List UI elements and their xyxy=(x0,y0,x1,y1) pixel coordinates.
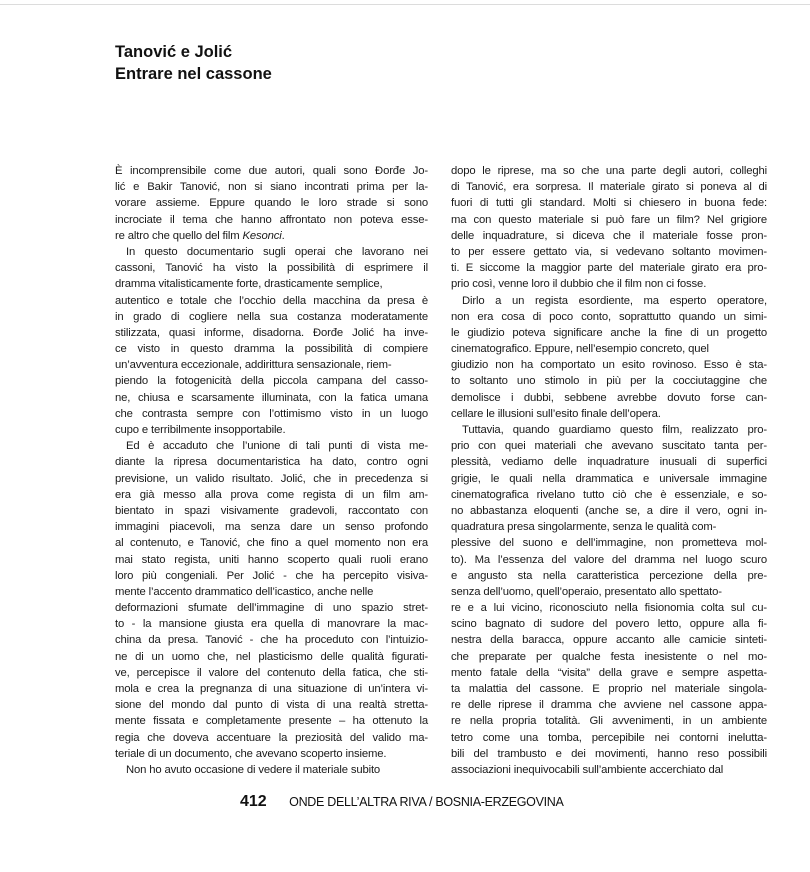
text-line: in grado di cogliere nella sua costanza moderatamente xyxy=(115,310,428,323)
text-line: cassoni, Tanović ha visto la possibilità di esprimere il xyxy=(115,262,428,275)
text-line: era già messo alla prova come regista di un film am- xyxy=(115,488,428,501)
text-line: ce visto in questo dramma la possibilità di compiere xyxy=(115,343,428,356)
text-line: china da presa. Tanović - che ha proceduto con l’intuizio- xyxy=(115,634,428,647)
left-text-column xyxy=(115,163,428,778)
text-line: mento fatale della “visita” della grave e sempre aspetta- xyxy=(451,666,767,679)
text-line: demolisce i dubbi, sebbene avrebbe dovuto forse can- xyxy=(451,391,767,404)
film-title: Kesonci xyxy=(242,229,282,242)
text-line: giudizio non ha comportato un esito rovinoso. Esso è sta- xyxy=(451,359,767,372)
text-line: Dirlo a un regista esordiente, ma esperto operatore, xyxy=(462,294,767,307)
text-line: non era cosa di poco conto, soprattutto quando un simi- xyxy=(451,310,767,323)
text-line: vorare assieme. Eppure quando le loro strade si sono xyxy=(115,197,428,210)
text-line: re nella propria totalità. Gli avvenimenti, in un ambiente xyxy=(451,715,767,728)
text-line: un’avventura eccezionale, addirittura sensazionale, riem- xyxy=(115,359,392,372)
text-line: che preparate per qualche festa inesistente o nel mo- xyxy=(451,650,767,663)
text-line: autentico e totale che l’occhio della macchina da presa è xyxy=(115,294,428,307)
text-line: delle inquadrature, si diceva che il materiale fosse pron- xyxy=(451,229,767,242)
text-line: al contenuto, e Tanović, che fino a quel momento non era xyxy=(115,537,428,550)
text-line: cinematografico. Eppure, nell’esempio concreto, quel xyxy=(451,343,709,356)
title-line-1: Tanović e Jolić xyxy=(115,43,233,61)
text-line: re delle riprese il dramma che avviene nel cassone appa- xyxy=(451,699,767,712)
text-line: mai stato regista, uniti hanno scoperto quali ruoli erano xyxy=(115,553,428,566)
text-line: re e a lui vicino, riconosciuto nella fisionomia colta sul cu- xyxy=(451,602,767,615)
text-line: dopo le riprese, ma so che una parte degli autori, colleghi xyxy=(451,165,767,177)
text-line: deformazioni sfumate dell’immagine di uno spazio stret- xyxy=(115,602,428,615)
text-line: mente fissata e completamente presente – ha ottenuto la xyxy=(115,715,428,728)
text-line: ta malattia del cassone. E proprio nel materiale singola- xyxy=(451,683,767,695)
text-line: mola e crea la pregnanza di una situazione di un’intera vi- xyxy=(115,683,428,695)
text-line: Non ho avuto occasione di vedere il materiale subito xyxy=(126,763,381,776)
text-line: cellare le illusioni sull’esito finale dell’opera. xyxy=(451,407,661,420)
text-line: ma con questo materiale si può fare un film? Nel grigiore xyxy=(451,213,767,226)
text-line: mente l’accento drammatico dell’icastico, anche nelle xyxy=(115,585,374,598)
text-line: diante la ripresa documentaristica ha dato, contro ogni xyxy=(115,456,428,469)
text-line: incrociate il tema che hanno affrontato non poteva esse- xyxy=(115,213,428,226)
text-line: bili del trambusto e dei movimenti, hanno reso possibili xyxy=(451,747,767,760)
text-line: nestra della baracca, oppure accanto alle camicie sinteti- xyxy=(451,634,767,647)
text-line: senza dell’uomo, quell’operaio, presentato allo spettato- xyxy=(451,585,722,598)
text-line: no abbastanza eloquenti (anche se, a dire il vero, ogni in- xyxy=(451,504,767,517)
page-footer xyxy=(240,793,564,811)
top-rule xyxy=(0,4,810,5)
text-line: grigie, le quali nella drammatica e universale immagine xyxy=(451,472,767,485)
text-line: sione del mondo dal punto di vista di una realtà stretta- xyxy=(115,699,428,712)
title-line-2: Entrare nel cassone xyxy=(115,65,272,83)
text-line: prio con quei materiali che avevano suscitato tanta per- xyxy=(451,440,767,453)
text-line: to). Ma l’essenza del valore del dramma nel luogo scuro xyxy=(451,553,767,566)
text-line: ne di un uomo che, nel plasticismo delle qualità figurati- xyxy=(115,650,428,663)
page-number: 412 xyxy=(240,793,267,810)
text-line: le giudizio poteva significare anche la fine di un progetto xyxy=(451,326,767,339)
text-line: plessità, vediamo delle inquadrature inusuali di superfici xyxy=(451,456,767,469)
text-line: dramma vitalisticamente forte, drasticamente semplice, xyxy=(115,278,383,291)
text-line: regia che doveva accentuare la preziosità del valido ma- xyxy=(115,731,428,744)
text-line: associazioni inequivocabili sull’ambiente accerchiato dal xyxy=(451,763,724,776)
text-line: to - la mansione giusta era quella di manovrare la mac- xyxy=(115,618,428,631)
text-line: ne, chiusa e scarsamente illuminata, con la fatica umana xyxy=(115,391,428,404)
text-line: di Tanović, era sorpresa. Il materiale girato si poneva al di xyxy=(451,181,767,194)
text-line: che contrasta sempre con l’ottimismo visto in un luogo xyxy=(115,407,428,420)
running-title: ONDE DELL’ALTRA RIVA / BOSNIA-ERZEGOVINA xyxy=(289,795,564,809)
text-line: scino bagnato di sudore del povero letto, oppure alla fi- xyxy=(451,618,767,631)
text-line: È incomprensibile come due autori, quali sono Đorđe Jo- xyxy=(115,165,428,177)
text-line: prio così, venne loro il dubbio che il film non ci fosse. xyxy=(451,278,707,291)
text-line: cinematografica rivelano tutto ciò che è essenziale, e so- xyxy=(451,488,767,501)
article-title xyxy=(115,41,272,85)
text-line: immagini piacevoli, ma senza dare un senso profondo xyxy=(115,521,428,534)
text-line: Tuttavia, quando guardiamo questo film, realizzato pro- xyxy=(462,424,767,436)
text-line: piendo la fotogenicità della piccola campana del casso- xyxy=(115,375,428,388)
text-line: ti. E siccome la maggior parte del materiale girato era pro- xyxy=(451,262,767,275)
text-line: stilizzata, quasi informe, disadorna. Đorđe Jolić ha inve- xyxy=(115,326,428,339)
text-line: loro più congeniali. Per Jolić - che ha percepito visiva- xyxy=(115,569,428,582)
text-line: re altro che quello del film Kesonci. xyxy=(115,229,285,242)
text-line: cupo e terribilmente insopportabile. xyxy=(115,424,286,436)
right-text-column xyxy=(451,163,767,778)
text-line: bientato in spazi visivamente gradevoli, raccontato con xyxy=(115,504,428,517)
text-line: In questo documentario sugli operai che lavorano nei xyxy=(126,245,428,258)
text-line: plessive del suono e dell’immagine, non prometteva mol- xyxy=(451,537,767,550)
text-line: lić e Bakir Tanović, non si siano incontrati prima per la- xyxy=(115,181,428,194)
text-line: teriale di un documento, che avevano scoperto insieme. xyxy=(115,747,387,760)
text-line: ve, percepisce il valore del contenuto della fatica, che sti- xyxy=(115,666,428,679)
text-line: previsione, un valido risultato. Jolić, che in precedenza si xyxy=(115,472,428,485)
text-line: tetro come una tomba, percepibile nei contorni ineluttа- xyxy=(451,731,767,744)
text-line: e angusto sta nella caratteristica percezione della pre- xyxy=(451,569,767,582)
text-line: Ed è accaduto che l’unione di tali punti di vista me- xyxy=(126,440,428,453)
text-line: to per essere gettato via, si vedevano soltanto movimen- xyxy=(451,245,767,258)
text-line: to soltanto uno stimolo in più per la cocciutaggine che xyxy=(451,375,767,388)
text-line: fuori di tutti gli standard. Molti si chiesero in buona fede: xyxy=(451,197,767,210)
text-line: quadratura presa singolarmente, senza le qualità com- xyxy=(451,521,717,534)
